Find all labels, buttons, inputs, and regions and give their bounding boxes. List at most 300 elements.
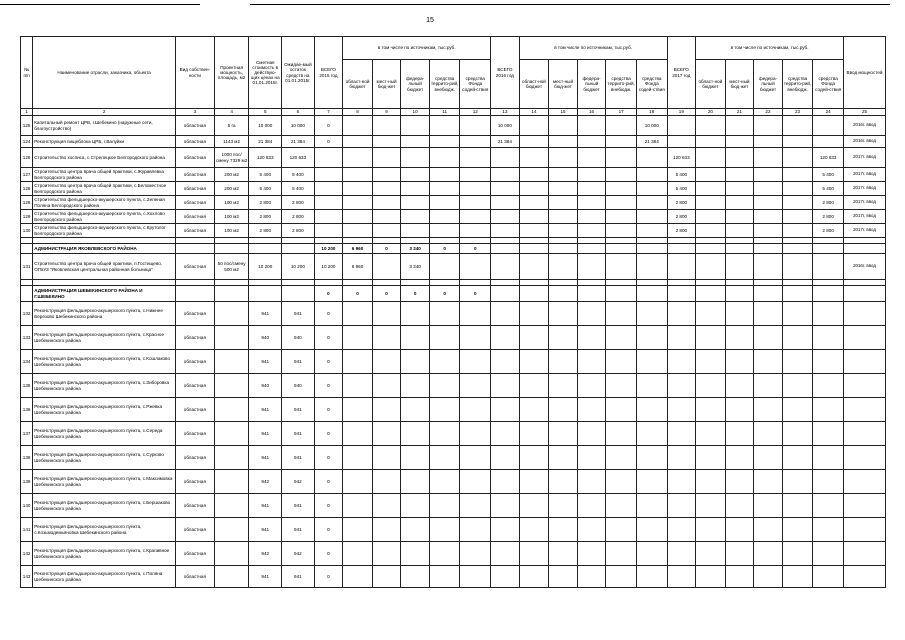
amount-cell <box>667 116 696 136</box>
amount-cell <box>372 566 401 588</box>
amount-cell <box>577 168 606 182</box>
amount-cell <box>696 470 726 494</box>
amount-cell <box>343 494 373 518</box>
amount-cell <box>782 446 813 470</box>
amount-cell <box>401 136 430 148</box>
object-name: Реконструкция фельдшерско-акушерского пункта, с.Крапивное Шебекинского района <box>33 542 176 566</box>
commission-year: 2016г. ввод <box>844 254 886 280</box>
amount-cell <box>782 254 813 280</box>
amount-cell <box>549 326 578 350</box>
subheader-fund: средства Фонда содей-ствия <box>460 60 491 109</box>
column-number: 7 <box>314 109 343 116</box>
amount-cell <box>429 182 460 196</box>
object-name: Реконструкция фельдшерско-акушерского пункта, с.Максимовка Шебекинского района <box>33 470 176 494</box>
amount-cell <box>372 422 401 446</box>
amount-cell: 5 га <box>214 116 249 136</box>
amount-cell: 6 960 <box>343 254 373 280</box>
amount-cell <box>401 518 430 542</box>
amount-cell <box>782 244 813 254</box>
amount-cell: 941 <box>249 566 282 588</box>
row-number: 135 <box>21 374 33 398</box>
amount-cell: 21 384 <box>491 136 520 148</box>
header-capacity: Проектная мощность, площадь, м2 <box>214 37 249 109</box>
amount-cell <box>606 374 637 398</box>
row-number: 131 <box>21 254 33 280</box>
amount-cell <box>401 196 430 210</box>
object-name: Строительство фельдшерско-акушерского пункта, с.Хохлово Белгородского района <box>33 210 176 224</box>
commission-year <box>844 518 886 542</box>
amount-cell <box>696 148 726 168</box>
amount-cell <box>401 542 430 566</box>
amount-cell <box>429 116 460 136</box>
amount-cell <box>782 302 813 326</box>
amount-cell: 0 <box>314 350 343 374</box>
commission-year <box>844 566 886 588</box>
object-name: Реконструкция фельдшерско-акушерского пункта, с.Нижнее Березово Шебекинского района <box>33 302 176 326</box>
amount-cell <box>782 350 813 374</box>
ownership-type: областная <box>176 542 215 566</box>
amount-cell <box>314 182 343 196</box>
amount-cell <box>429 254 460 280</box>
amount-cell <box>696 494 726 518</box>
ownership-type: областная <box>176 374 215 398</box>
amount-cell <box>636 148 667 168</box>
amount-cell <box>782 182 813 196</box>
amount-cell <box>429 210 460 224</box>
amount-cell <box>549 566 578 588</box>
amount-cell: 2 800 <box>667 196 696 210</box>
amount-cell: 2 800 <box>282 196 315 210</box>
ownership-type: областная <box>176 302 215 326</box>
ownership-type <box>176 244 215 254</box>
table-row <box>21 542 886 566</box>
column-number: 3 <box>176 109 215 116</box>
row-number: 141 <box>21 518 33 542</box>
amount-cell: 10 000 <box>249 116 282 136</box>
amount-cell: 10 200 <box>314 254 343 280</box>
table-row <box>21 136 886 148</box>
row-number: 142 <box>21 542 33 566</box>
amount-cell <box>460 350 491 374</box>
amount-cell <box>429 422 460 446</box>
object-name: Строительство центра врача общей практики, с.Беломестное Белгородского района <box>33 182 176 196</box>
column-number: 14 <box>519 109 549 116</box>
amount-cell <box>754 210 783 224</box>
amount-cell <box>725 542 754 566</box>
header-num: № п/п <box>21 37 33 109</box>
amount-cell <box>214 470 249 494</box>
amount-cell <box>696 136 726 148</box>
amount-cell <box>214 542 249 566</box>
amount-cell <box>549 302 578 326</box>
amount-cell <box>696 446 726 470</box>
amount-cell <box>429 494 460 518</box>
column-number: 20 <box>696 109 726 116</box>
amount-cell <box>491 286 520 302</box>
amount-cell <box>343 302 373 326</box>
amount-cell <box>636 244 667 254</box>
amount-cell <box>725 398 754 422</box>
amount-cell <box>754 542 783 566</box>
amount-cell <box>519 136 549 148</box>
object-name: Реконструкция фельдшерско-акушерского пункта, с.Красное Шебекинского района <box>33 326 176 350</box>
amount-cell: 120 633 <box>667 148 696 168</box>
table-row <box>21 302 886 326</box>
amount-cell <box>214 398 249 422</box>
object-name: Реконструкция фельдшерско-акушерского пункта, с.Бершаково Шебекинского района <box>33 494 176 518</box>
object-name: Реконструкция пищеблока ЦРБ, г.Валуйки <box>33 136 176 148</box>
subheader-regional: област-ной бюджет <box>519 60 549 109</box>
commission-year <box>844 446 886 470</box>
amount-cell <box>577 518 606 542</box>
page-number: 15 <box>426 17 434 24</box>
amount-cell <box>754 470 783 494</box>
amount-cell <box>491 254 520 280</box>
amount-cell <box>782 116 813 136</box>
amount-cell <box>813 254 844 280</box>
commission-year <box>844 374 886 398</box>
amount-cell <box>696 326 726 350</box>
amount-cell: 2 800 <box>249 224 282 238</box>
amount-cell <box>636 254 667 280</box>
amount-cell: 6 960 <box>343 244 373 254</box>
amount-cell <box>782 196 813 210</box>
amount-cell <box>754 254 783 280</box>
amount-cell <box>401 446 430 470</box>
amount-cell <box>636 446 667 470</box>
subheader-territorial: средства террито-рий, внебюдж. <box>606 60 637 109</box>
column-number: 16 <box>577 109 606 116</box>
amount-cell <box>314 224 343 238</box>
amount-cell: 941 <box>249 446 282 470</box>
amount-cell <box>606 446 637 470</box>
amount-cell <box>725 136 754 148</box>
amount-cell <box>460 168 491 182</box>
amount-cell: 0 <box>314 494 343 518</box>
amount-cell <box>460 116 491 136</box>
amount-cell <box>754 446 783 470</box>
amount-cell <box>696 286 726 302</box>
amount-cell <box>214 566 249 588</box>
amount-cell <box>491 168 520 182</box>
amount-cell <box>549 446 578 470</box>
amount-cell <box>636 566 667 588</box>
amount-cell <box>372 518 401 542</box>
amount-cell <box>782 286 813 302</box>
amount-cell <box>577 398 606 422</box>
commission-year <box>844 286 886 302</box>
amount-cell <box>754 182 783 196</box>
amount-cell <box>696 518 726 542</box>
amount-cell <box>696 182 726 196</box>
amount-cell <box>519 302 549 326</box>
amount-cell <box>636 398 667 422</box>
commission-year <box>844 494 886 518</box>
amount-cell: 10 000 <box>491 116 520 136</box>
amount-cell <box>725 374 754 398</box>
ownership-type: областная <box>176 446 215 470</box>
amount-cell <box>343 350 373 374</box>
table-row <box>21 350 886 374</box>
subheader-local: мест-ный бюд-жет <box>549 60 578 109</box>
amount-cell <box>343 210 373 224</box>
amount-cell <box>372 168 401 182</box>
amount-cell <box>725 566 754 588</box>
amount-cell: 120 633 <box>249 148 282 168</box>
amount-cell: 2 800 <box>667 224 696 238</box>
amount-cell <box>460 470 491 494</box>
amount-cell <box>813 136 844 148</box>
amount-cell <box>491 302 520 326</box>
amount-cell <box>667 254 696 280</box>
amount-cell <box>667 494 696 518</box>
header-sources-2017: в том числе по источникам, тыс.руб. <box>696 37 844 60</box>
subheader-local: мест-ный бюд-жет <box>725 60 754 109</box>
amount-cell <box>460 494 491 518</box>
amount-cell <box>782 518 813 542</box>
ownership-type: областная <box>176 422 215 446</box>
column-number: 11 <box>429 109 460 116</box>
amount-cell <box>782 326 813 350</box>
row-number: 137 <box>21 422 33 446</box>
column-number: 9 <box>372 109 401 116</box>
subheader-regional: област-ной бюджет <box>343 60 373 109</box>
column-number: 22 <box>754 109 783 116</box>
amount-cell <box>460 542 491 566</box>
amount-cell <box>314 148 343 168</box>
table-row <box>21 210 886 224</box>
amount-cell <box>813 470 844 494</box>
amount-cell: 5 400 <box>813 168 844 182</box>
amount-cell <box>782 136 813 148</box>
ownership-type: областная <box>176 254 215 280</box>
amount-cell <box>667 470 696 494</box>
amount-cell <box>577 350 606 374</box>
amount-cell <box>577 446 606 470</box>
amount-cell <box>667 446 696 470</box>
header-sources-2015: в том числе по источникам, тыс.руб. <box>343 37 491 60</box>
row-number: 128 <box>21 182 33 196</box>
amount-cell <box>519 374 549 398</box>
amount-cell <box>667 398 696 422</box>
amount-cell: 5 400 <box>813 182 844 196</box>
amount-cell <box>813 422 844 446</box>
amount-cell <box>549 422 578 446</box>
commission-year: 2017г. ввод <box>844 168 886 182</box>
amount-cell <box>214 494 249 518</box>
amount-cell <box>813 494 844 518</box>
amount-cell <box>214 350 249 374</box>
amount-cell <box>696 168 726 182</box>
table-row <box>21 398 886 422</box>
amount-cell: 2 800 <box>813 224 844 238</box>
column-number: 25 <box>844 109 886 116</box>
amount-cell <box>549 148 578 168</box>
commission-year: 2016г. ввод <box>844 136 886 148</box>
amount-cell <box>577 302 606 326</box>
amount-cell <box>782 168 813 182</box>
table-row <box>21 422 886 446</box>
amount-cell <box>725 494 754 518</box>
amount-cell: 0 <box>314 398 343 422</box>
amount-cell <box>519 566 549 588</box>
amount-cell <box>343 422 373 446</box>
amount-cell <box>696 422 726 446</box>
amount-cell <box>214 302 249 326</box>
amount-cell <box>725 148 754 168</box>
amount-cell <box>577 224 606 238</box>
object-name: Реконструкция фельдшерско-акушерского пункта, с.Сурково Шебекинского района <box>33 446 176 470</box>
amount-cell <box>782 494 813 518</box>
ownership-type: областная <box>176 196 215 210</box>
row-number: 136 <box>21 398 33 422</box>
amount-cell <box>813 302 844 326</box>
amount-cell: 5 400 <box>249 182 282 196</box>
amount-cell: 0 <box>314 518 343 542</box>
amount-cell: 3 240 <box>401 254 430 280</box>
amount-cell <box>491 326 520 350</box>
amount-cell <box>429 398 460 422</box>
amount-cell <box>491 196 520 210</box>
commission-year: 2017г. ввод <box>844 196 886 210</box>
column-number: 8 <box>343 109 373 116</box>
amount-cell: 941 <box>249 422 282 446</box>
amount-cell <box>519 470 549 494</box>
commission-year: 2017г. ввод <box>844 224 886 238</box>
amount-cell: 2 800 <box>282 210 315 224</box>
amount-cell <box>372 494 401 518</box>
amount-cell <box>401 148 430 168</box>
amount-cell <box>460 566 491 588</box>
amount-cell: 200 м2 <box>214 168 249 182</box>
amount-cell <box>754 326 783 350</box>
amount-cell <box>636 542 667 566</box>
amount-cell <box>429 566 460 588</box>
amount-cell <box>429 518 460 542</box>
amount-cell <box>372 210 401 224</box>
amount-cell: 940 <box>249 374 282 398</box>
amount-cell <box>606 470 637 494</box>
amount-cell <box>372 374 401 398</box>
row-number: 138 <box>21 446 33 470</box>
amount-cell <box>549 470 578 494</box>
subheader-federal: федера-льный бюджет <box>401 60 430 109</box>
table-row <box>21 566 886 588</box>
amount-cell: 941 <box>249 350 282 374</box>
amount-cell <box>754 196 783 210</box>
amount-cell <box>549 542 578 566</box>
amount-cell <box>314 196 343 210</box>
object-name: АДМИНИСТРАЦИЯ ШЕБЕКИНСКОГО РАЙОНА И Г.ШЕБЕКИНО <box>33 286 176 302</box>
amount-cell <box>696 374 726 398</box>
amount-cell <box>813 446 844 470</box>
amount-cell <box>754 374 783 398</box>
amount-cell <box>401 302 430 326</box>
top-rule-left <box>0 4 200 5</box>
amount-cell: 941 <box>282 518 315 542</box>
amount-cell <box>754 244 783 254</box>
amount-cell <box>667 422 696 446</box>
column-number: 13 <box>491 109 520 116</box>
amount-cell <box>667 350 696 374</box>
amount-cell <box>667 542 696 566</box>
amount-cell <box>813 566 844 588</box>
table-row <box>21 326 886 350</box>
amount-cell <box>606 196 637 210</box>
amount-cell <box>519 254 549 280</box>
header-remaining: Ожидае-мый остаток средств на 01.01.2015г. <box>282 37 315 109</box>
amount-cell <box>519 494 549 518</box>
amount-cell <box>460 136 491 148</box>
amount-cell <box>636 224 667 238</box>
table-row <box>21 224 886 238</box>
amount-cell: 21 384 <box>249 136 282 148</box>
amount-cell: 941 <box>282 566 315 588</box>
object-name: Реконструкция фельдшерско-акушерского пункта, с.Поляна Шебекинского района <box>33 566 176 588</box>
amount-cell <box>549 254 578 280</box>
amount-cell <box>754 302 783 326</box>
amount-cell <box>606 398 637 422</box>
amount-cell <box>636 196 667 210</box>
amount-cell <box>214 326 249 350</box>
amount-cell: 0 <box>372 286 401 302</box>
table-row <box>21 168 886 182</box>
amount-cell <box>725 350 754 374</box>
amount-cell: 200 м2 <box>214 182 249 196</box>
row-number: 126 <box>21 148 33 168</box>
amount-cell <box>577 254 606 280</box>
row-number: 134 <box>21 350 33 374</box>
amount-cell <box>813 244 844 254</box>
object-name: Реконструкция фельдшерско-акушерского пункта, с.Ржевка Шебекинского района <box>33 398 176 422</box>
amount-cell <box>519 210 549 224</box>
amount-cell <box>813 116 844 136</box>
amount-cell <box>754 350 783 374</box>
amount-cell <box>491 422 520 446</box>
commission-year: 2017г. ввод <box>844 210 886 224</box>
amount-cell <box>401 566 430 588</box>
amount-cell <box>782 148 813 168</box>
amount-cell <box>314 210 343 224</box>
amount-cell <box>725 518 754 542</box>
amount-cell <box>372 302 401 326</box>
amount-cell: 0 <box>314 422 343 446</box>
amount-cell: 100 м2 <box>214 224 249 238</box>
amount-cell <box>519 168 549 182</box>
amount-cell <box>667 244 696 254</box>
amount-cell <box>606 518 637 542</box>
amount-cell <box>754 116 783 136</box>
amount-cell <box>314 168 343 182</box>
amount-cell <box>696 254 726 280</box>
amount-cell <box>606 326 637 350</box>
amount-cell <box>754 422 783 446</box>
amount-cell <box>491 244 520 254</box>
amount-cell <box>343 196 373 210</box>
amount-cell <box>343 566 373 588</box>
amount-cell <box>491 398 520 422</box>
group-row <box>21 286 886 302</box>
column-number: 23 <box>782 109 813 116</box>
object-name: Капитальный ремонт ЦРБ, г.Шебекино (наружные сети, благоустройство) <box>33 116 176 136</box>
amount-cell: 10 000 <box>282 116 315 136</box>
amount-cell: 941 <box>282 446 315 470</box>
amount-cell <box>606 494 637 518</box>
row-number: 143 <box>21 566 33 588</box>
amount-cell <box>401 350 430 374</box>
amount-cell <box>460 326 491 350</box>
amount-cell <box>577 210 606 224</box>
